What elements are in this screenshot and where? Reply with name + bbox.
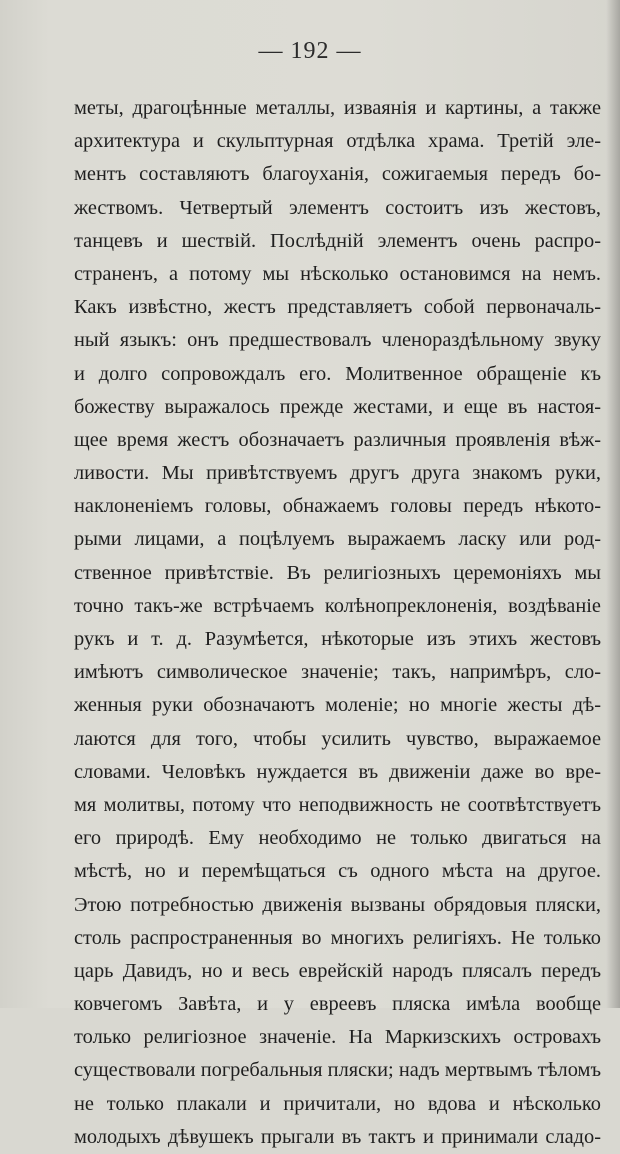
text-line: имѣютъ символическое значеніе; такъ, напримѣръ, сло- [74, 661, 601, 684]
text-line: словами. Человѣкъ нуждается въ движеніи даже во вре- [74, 760, 601, 783]
text-line: щее время жестъ обозначаетъ различныя проявленія вѣж- [74, 428, 601, 451]
text-line: точно такъ-же встрѣчаемъ колѣнопреклоненія, воздѣваніе [74, 594, 601, 617]
text-line: ливости. Мы привѣтствуемъ другъ друга знакомъ руки, [74, 462, 601, 485]
text-line: рукъ и т. д. Разумѣется, нѣкоторые изъ этихъ жестовъ [74, 628, 601, 650]
text-line: царь Давидъ, но и весь еврейскій народъ плясалъ передъ [74, 959, 601, 982]
text-line: и долго сопровождалъ его. Молитвенное обращеніе къ [74, 362, 601, 385]
text-line: архитектура и скульптурная отдѣлка храма. Третій эле- [74, 130, 601, 153]
body-text [74, 92, 601, 1154]
text-line: мѣстѣ, но и перемѣщаться съ одного мѣста на другое. [74, 860, 601, 883]
text-line: рыми лицами, а поцѣлуемъ выражаемъ ласку или род- [74, 528, 601, 551]
text-line: существовали погребальныя пляски; надъ мертвымъ тѣломъ [74, 1059, 601, 1082]
text-line: Этою потребностью движенія вызваны обрядовыя пляски, [74, 893, 601, 916]
text-line: ментъ составляютъ благоуханія, сожигаемыя передъ бо- [74, 163, 601, 186]
text-line: только религіозное значеніе. На Маркизскихъ островахъ [74, 1026, 601, 1049]
text-line: Какъ извѣстно, жестъ представляетъ собой первоначаль- [74, 296, 601, 319]
text-line: не только плакали и причитали, но вдова и нѣсколько [74, 1092, 601, 1115]
text-line: женныя руки обозначаютъ моленіе; но многіе жесты дѣ- [74, 694, 601, 717]
text-line: молодыхъ дѣвушекъ прыгали въ тактъ и принимали сладо- [74, 1125, 601, 1148]
text-line: меты, драгоцѣнные металлы, изваянія и картины, а также [74, 97, 601, 119]
page-number: — 192 — [258, 38, 362, 64]
text-line: лаются для того, чтобы усилить чувство, выражаемое [74, 727, 601, 750]
text-line: ный языкъ: онъ предшествовалъ членораздѣльному звуку [74, 329, 601, 352]
text-line: мя молитвы, потому что неподвижность не соотвѣтствуетъ [74, 793, 601, 816]
text-line: божеству выражалось прежде жестами, и еще въ настоя- [74, 395, 601, 418]
text-line: его природѣ. Ему необходимо не только двигаться на [74, 827, 601, 850]
text-line: наклоненіемъ головы, обнажаемъ головы передъ нѣкото- [74, 495, 601, 518]
text-line: страненъ, а потому мы нѣсколько остановимся на немъ. [74, 262, 601, 285]
text-line: ковчегомъ Завѣта, и у евреевъ пляска имѣла вообще [74, 993, 601, 1016]
text-line: столь распространенныя во многихъ религіяхъ. Не только [74, 926, 601, 949]
text-line: танцевъ и шествій. Послѣдній элементъ очень распро- [74, 229, 601, 252]
text-line: ственное привѣтствіе. Въ религіозныхъ церемоніяхъ мы [74, 561, 601, 584]
text-line: жествомъ. Четвертый элементъ состоитъ изъ жестовъ, [74, 196, 601, 219]
